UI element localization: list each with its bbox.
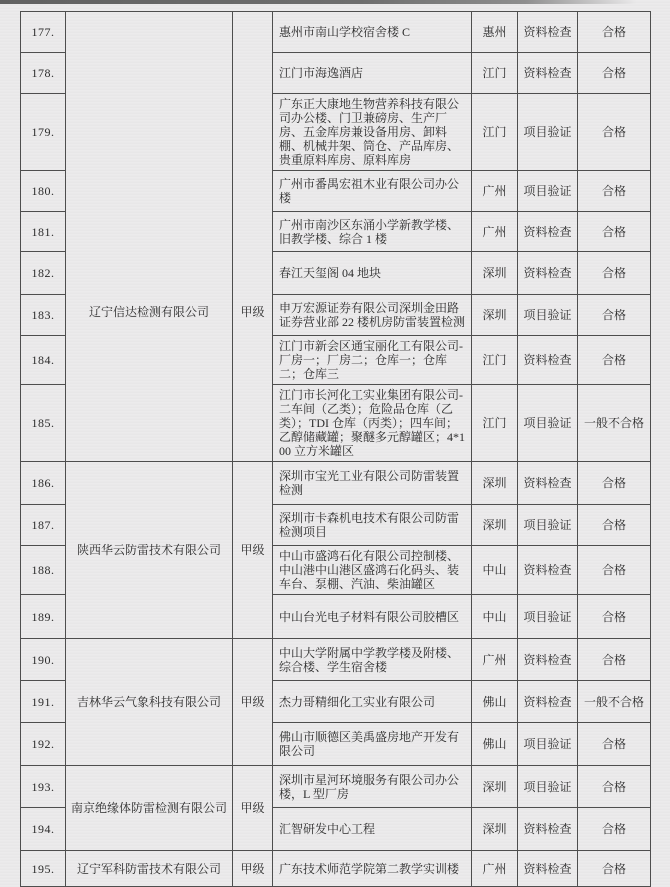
row-number: 191. <box>21 681 66 723</box>
project-description: 中山市盛鸿石化有限公司控制楼、中山港中山港区盛鸿石化码头、装车台、泵棚、汽油、柴油罐区 <box>273 546 472 595</box>
city-cell: 广州 <box>472 639 518 681</box>
check-method-cell: 项目验证 <box>518 505 578 546</box>
check-method-cell: 资料检查 <box>518 462 578 505</box>
city-cell: 江门 <box>472 336 518 385</box>
check-result-cell: 合格 <box>578 336 651 385</box>
project-description: 江门市长河化工实业集团有限公司-二车间（乙类）；危险品仓库（乙类）；TDI 仓库（丙类）；四车间；乙醇储藏罐；聚醚多元醇罐区；4*100 立方米罐区 <box>273 385 472 462</box>
check-result-cell: 一般不合格 <box>578 681 651 723</box>
grade-cell: 甲级 <box>233 851 273 887</box>
check-result-cell: 合格 <box>578 546 651 595</box>
table-row <box>21 462 651 505</box>
check-method-cell: 项目验证 <box>518 171 578 212</box>
project-description: 春江天玺阁 04 地块 <box>273 252 472 295</box>
row-number: 194. <box>21 808 66 851</box>
check-result-cell: 合格 <box>578 639 651 681</box>
city-cell: 深圳 <box>472 766 518 808</box>
project-description: 杰力哥精细化工实业有限公司 <box>273 681 472 723</box>
city-cell: 深圳 <box>472 462 518 505</box>
row-number: 187. <box>21 505 66 546</box>
project-description: 广东技术师范学院第二教学实训楼 <box>273 851 472 887</box>
company-name-cell: 辽宁信达检测有限公司 <box>66 12 233 462</box>
row-number: 190. <box>21 639 66 681</box>
project-description: 江门市海逸酒店 <box>273 53 472 94</box>
city-cell: 深圳 <box>472 505 518 546</box>
check-method-cell: 资料检查 <box>518 212 578 252</box>
city-cell: 广州 <box>472 851 518 887</box>
scan-edge-top <box>0 0 656 4</box>
check-method-cell: 资料检查 <box>518 53 578 94</box>
check-method-cell: 资料检查 <box>518 252 578 295</box>
check-method-cell: 资料检查 <box>518 12 578 53</box>
company-name-cell: 南京绝缘体防雷检测有限公司 <box>66 766 233 851</box>
city-cell: 中山 <box>472 595 518 639</box>
project-description: 中山台光电子材料有限公司胶槽区 <box>273 595 472 639</box>
project-description: 广州市番禺宏祖木业有限公司办公楼 <box>273 171 472 212</box>
check-method-cell: 项目验证 <box>518 295 578 336</box>
inspection-results-table <box>20 11 651 887</box>
grade-cell: 甲级 <box>233 462 273 639</box>
company-name-cell: 辽宁军科防雷技术有限公司 <box>66 851 233 887</box>
city-cell: 广州 <box>472 212 518 252</box>
check-method-cell: 资料检查 <box>518 336 578 385</box>
row-number: 188. <box>21 546 66 595</box>
check-result-cell: 合格 <box>578 595 651 639</box>
grade-cell: 甲级 <box>233 766 273 851</box>
check-result-cell: 合格 <box>578 212 651 252</box>
check-result-cell: 合格 <box>578 808 651 851</box>
city-cell: 广州 <box>472 171 518 212</box>
row-number: 182. <box>21 252 66 295</box>
company-name-cell: 陕西华云防雷技术有限公司 <box>66 462 233 639</box>
company-name-cell: 吉林华云气象科技有限公司 <box>66 639 233 766</box>
check-result-cell: 合格 <box>578 252 651 295</box>
row-number: 178. <box>21 53 66 94</box>
check-method-cell: 项目验证 <box>518 723 578 766</box>
project-description: 深圳市卡森机电技术有限公司防雷检测项目 <box>273 505 472 546</box>
city-cell: 佛山 <box>472 681 518 723</box>
city-cell: 惠州 <box>472 12 518 53</box>
check-method-cell: 资料检查 <box>518 851 578 887</box>
city-cell: 佛山 <box>472 723 518 766</box>
check-result-cell: 合格 <box>578 723 651 766</box>
table-row <box>21 851 651 887</box>
row-number: 179. <box>21 94 66 171</box>
project-description: 深圳市宝光工业有限公司防雷装置检测 <box>273 462 472 505</box>
check-result-cell: 合格 <box>578 295 651 336</box>
check-result-cell: 合格 <box>578 12 651 53</box>
table-row <box>21 12 651 53</box>
project-description: 佛山市顺德区美禹盛房地产开发有限公司 <box>273 723 472 766</box>
row-number: 180. <box>21 171 66 212</box>
project-description: 广州市南沙区东涌小学新教学楼、旧教学楼、综合 1 楼 <box>273 212 472 252</box>
check-method-cell: 项目验证 <box>518 385 578 462</box>
row-number: 184. <box>21 336 66 385</box>
check-method-cell: 资料检查 <box>518 546 578 595</box>
project-description: 中山大学附属中学教学楼及附楼、综合楼、学生宿舍楼 <box>273 639 472 681</box>
project-description: 江门市新会区通宝丽化工有限公司-厂房一；厂房二；仓库一；仓库二；仓库三 <box>273 336 472 385</box>
table-row <box>21 639 651 681</box>
check-result-cell: 合格 <box>578 462 651 505</box>
city-cell: 深圳 <box>472 295 518 336</box>
row-number: 181. <box>21 212 66 252</box>
table-row <box>21 766 651 808</box>
check-result-cell: 一般不合格 <box>578 385 651 462</box>
city-cell: 江门 <box>472 53 518 94</box>
city-cell: 深圳 <box>472 252 518 295</box>
check-result-cell: 合格 <box>578 505 651 546</box>
check-result-cell: 合格 <box>578 766 651 808</box>
city-cell: 中山 <box>472 546 518 595</box>
grade-cell: 甲级 <box>233 639 273 766</box>
project-description: 广东正大康地生物营养科技有限公司办公楼、门卫兼磅房、生产厂房、五金库房兼设备用房、卸料棚、机械井架、筒仓、产品库房、贵重原料库房、原料库房 <box>273 94 472 171</box>
row-number: 183. <box>21 295 66 336</box>
city-cell: 江门 <box>472 385 518 462</box>
city-cell: 深圳 <box>472 808 518 851</box>
project-description: 惠州市南山学校宿舍楼 C <box>273 12 472 53</box>
row-number: 185. <box>21 385 66 462</box>
check-result-cell: 合格 <box>578 94 651 171</box>
row-number: 192. <box>21 723 66 766</box>
grade-cell: 甲级 <box>233 12 273 462</box>
row-number: 193. <box>21 766 66 808</box>
check-method-cell: 资料检查 <box>518 808 578 851</box>
check-result-cell: 合格 <box>578 53 651 94</box>
project-description: 深圳市星河环境服务有限公司办公楼，L 型厂房 <box>273 766 472 808</box>
check-method-cell: 资料检查 <box>518 639 578 681</box>
check-result-cell: 合格 <box>578 851 651 887</box>
check-method-cell: 项目验证 <box>518 94 578 171</box>
results-table-body <box>21 12 651 887</box>
check-method-cell: 项目验证 <box>518 766 578 808</box>
row-number: 195. <box>21 851 66 887</box>
check-method-cell: 资料检查 <box>518 681 578 723</box>
row-number: 177. <box>21 12 66 53</box>
check-method-cell: 项目验证 <box>518 595 578 639</box>
row-number: 189. <box>21 595 66 639</box>
city-cell: 江门 <box>472 94 518 171</box>
check-result-cell: 合格 <box>578 171 651 212</box>
project-description: 汇智研发中心工程 <box>273 808 472 851</box>
row-number: 186. <box>21 462 66 505</box>
project-description: 申万宏源证券有限公司深圳金田路证券营业部 22 楼机房防雷装置检测 <box>273 295 472 336</box>
